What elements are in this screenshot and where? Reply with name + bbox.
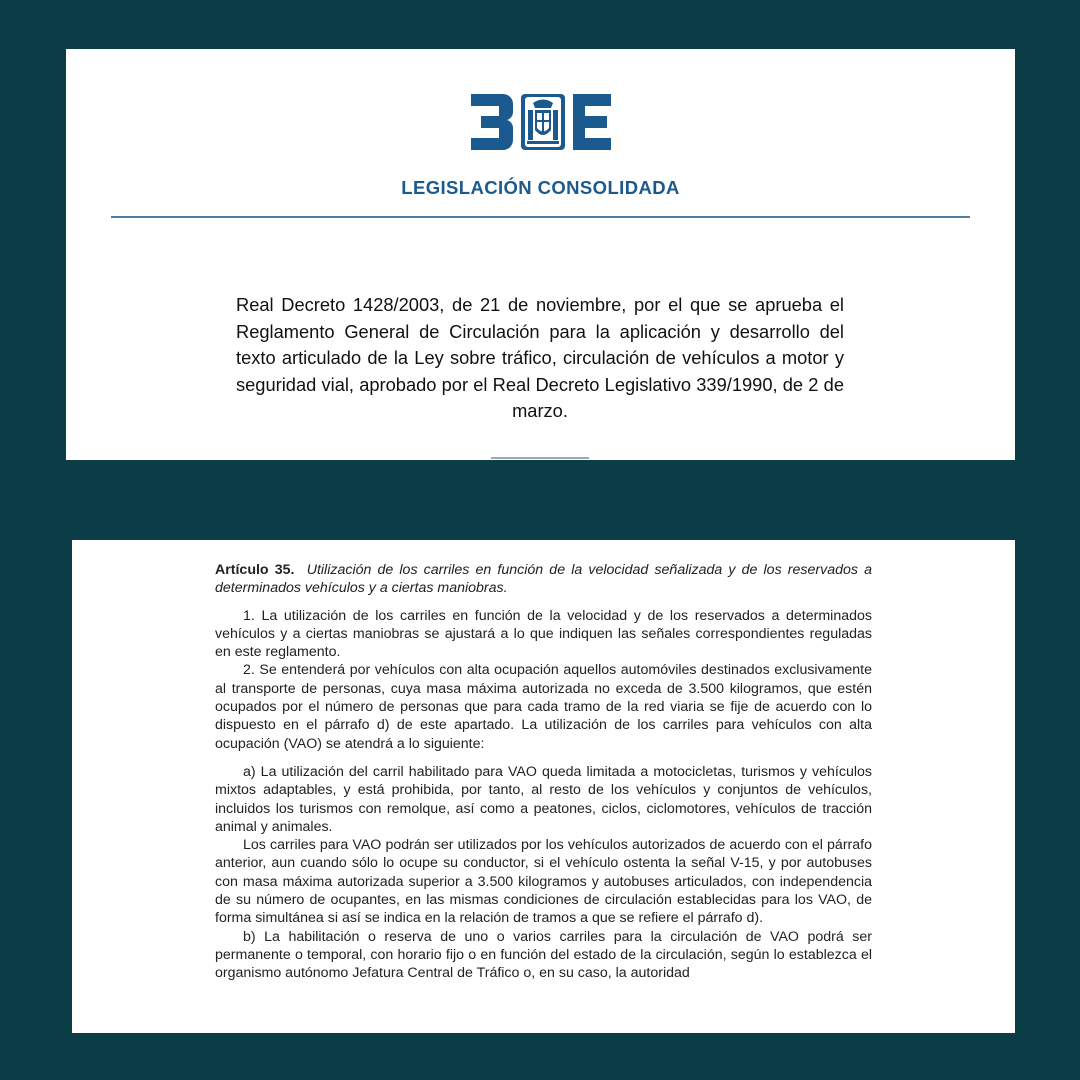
article-excerpt-card bbox=[72, 540, 1015, 1033]
document-header-card bbox=[66, 49, 1015, 460]
scroll-indicator bbox=[491, 457, 589, 459]
decree-title: Real Decreto 1428/2003, de 21 de noviembre, por el que se aprueba el Reglamento General de Circulación para la aplicación y desarrollo del texto articulado de la Ley sobre tráfico, circulación de vehículos a motor y seguridad vial, aprobado por el Real Decreto Legislativo 339/1990, de 2 de marzo. bbox=[236, 294, 844, 421]
legislacion-consolidada-heading: LEGISLACIÓN CONSOLIDADA bbox=[401, 177, 680, 198]
article-body bbox=[215, 561, 872, 983]
cropped-text-edge bbox=[402, 540, 622, 544]
paragraph-2: 2. Se entenderá por vehículos con alta ocupación aquellos automóviles destinados exclusivamente al transporte de personas, cuya masa máxima autorizada no exceda de 3.500 kilogramos, que estén ocupados por el número de personas que para cada tramo de la red viaria se fije de acuerdo con lo dispuesto en el párrafo d) de este apartado. La utilización de los carriles para vehículos con alta ocupación (VAO) se atendrá a lo siguiente: bbox=[215, 662, 872, 752]
paragraph-1: 1. La utilización de los carriles en función de la velocidad y de los reservados a determinados vehículos y a ciertas maniobras se ajustará a lo que indiquen las señales correspondientes reguladas en este reglamento. bbox=[215, 607, 872, 661]
coat-of-arms-icon bbox=[521, 94, 565, 150]
paragraph-b: b) La habilitación o reserva de uno o varios carriles para la circulación de VAO podrá ser permanente o temporal, con horario fijo o en función del estado de la circulación, según lo establezca el organismo autónomo Jefatura Central de Tráfico o, en su caso, la autoridad bbox=[215, 928, 872, 982]
header-divider bbox=[111, 216, 970, 218]
paragraph-vao: Los carriles para VAO podrán ser utilizados por los vehículos autorizados de acuerdo con el párrafo anterior, aun cuando sólo lo ocupe su conductor, si el vehículo ostenta la señal V-15, y por autobuses con masa máxima autorizada superior a 3.500 kilogramos y autobuses articulados, con independencia de su número de ocupantes, en las mismas condiciones de circulación establecidas para los VAO, de forma simultánea si así se indica en la relación de tramos a que se refiere el párrafo d). bbox=[215, 837, 872, 927]
article-number: Artículo 35. bbox=[215, 562, 295, 578]
paragraph-a: a) La utilización del carril habilitado para VAO queda limitada a motocicletas, turismos y vehículos mixtos adaptables, y está prohibida, por tanto, al resto de los vehículos y conjuntos de vehículos, incluidos los turismos con remolque, así como a peatones, ciclos, ciclomotores, vehículos de tracción animal y animales. bbox=[215, 763, 872, 835]
article-heading bbox=[215, 561, 872, 598]
article-title: Utilización de los carriles en función de la velocidad señalizada y de los reservados a determinados vehículos y a ciertas maniobras. bbox=[215, 562, 872, 597]
boe-logo bbox=[471, 94, 611, 150]
